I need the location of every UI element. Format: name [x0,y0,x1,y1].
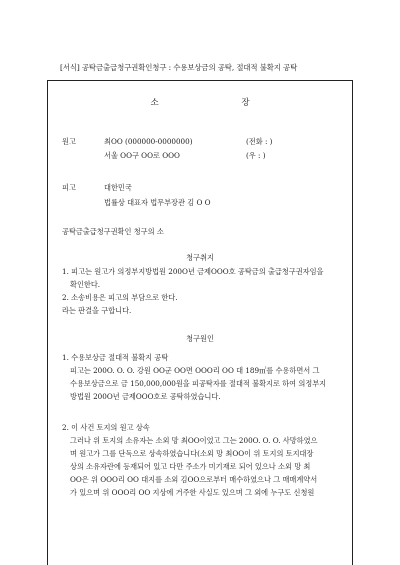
section2-line: 가 있으며 위 OOO리 OO 지상에 거주한 사실도 있으며 그 외에 누구도 신청원 [70,488,315,497]
section2-line: 며 원고가 그를 단독으로 상속하였습니다(소외 망 최OO이 위 토지의 토지대장 [70,449,314,458]
plaintiff-zip: (우 : ) [246,151,266,160]
form-header: [서식] 공탁금출급청구권확인청구 : 수용보상금의 공탁, 절대적 불확지 공탁 [60,63,298,72]
section2-line: 상의 소유자란에 등재되어 있고 다만 주소가 미기재로 되어 있으나 소외 망 최 [70,462,311,471]
claim-purpose-line: 2. 소송비용은 피고의 부담으로 한다. [62,293,178,302]
section2-block [62,421,346,499]
claim-purpose-body [62,265,346,317]
section2-title: 2. 이 사건 토지의 원고 상속 [62,423,150,432]
claim-reason-heading: 청구원인 [186,334,214,343]
plaintiff-name: 최OO (000000-0000000) [104,137,193,146]
defendant-representative: 법률상 대표자 법무부장관 김 O O [104,198,211,207]
claim-purpose-heading: 청구취지 [186,253,214,262]
section1-title: 1. 수용보상금 절대적 불확지 공탁 [62,353,169,362]
document-title: 소 장 [150,98,290,108]
section2-line: OO은 위 OOO리 OO 대지를 소외 김OO으로부터 매수하였으나 그 매매계약서 [70,475,318,484]
case-name: 공탁금출급청구권확인 청구의 소 [62,227,164,236]
claim-purpose-line: 라는 판결을 구합니다. [62,306,132,315]
plaintiff-label: 원고 [62,137,76,146]
section1-line: 피고는 200O. O. O. 강원 OO군 OO면 OOO리 OO 대 189㎡를 수용하면서 그 [70,366,320,375]
defendant-name: 대한민국 [104,183,132,192]
claim-purpose-line: 1. 피고는 원고가 의정부지방법원 200O년 금제OOO호 공탁금의 출급청구권자임을 [62,267,324,276]
section1-line: 수용보상금으로 금 150,000,000원을 피공탁자를 절대적 불확지로 하여 의정부지 [70,379,327,388]
defendant-label: 피고 [62,183,76,192]
plaintiff-address: 서울 OO구 OO로 OOO [104,151,180,160]
plaintiff-phone: (전화 : ) [246,137,273,146]
section1-line: 방법원 200O년 금제OOO호로 공탁하였습니다. [70,392,221,401]
section2-line: 그러나 위 토지의 소유자는 소외 망 최OO이었고 그는 200O. O. O. 사망하였으 [70,436,318,445]
document-frame [47,80,353,565]
section1-block [62,351,346,403]
claim-purpose-line: 확인한다. [70,280,101,289]
